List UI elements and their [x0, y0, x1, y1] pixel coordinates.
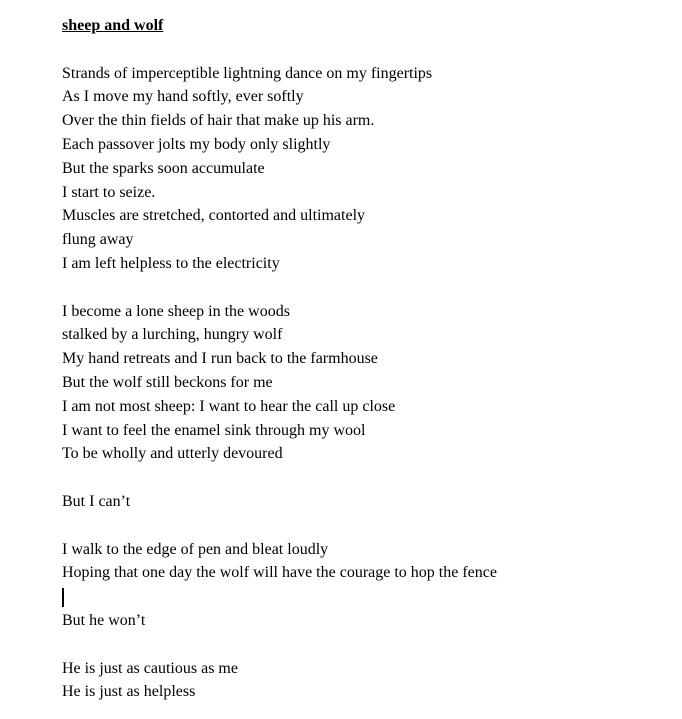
blank-line	[62, 514, 662, 538]
poem-line: He is just as cautious as me	[62, 659, 238, 677]
poem-line: But the wolf still beckons for me	[62, 373, 273, 391]
poem-line: I am left helpless to the electricity	[62, 254, 280, 272]
poem-line: To be wholly and utterly devoured	[62, 445, 283, 463]
blank-line	[62, 276, 662, 300]
poem-title: sheep and wolf	[62, 17, 164, 34]
poem-line: As I move my hand softly, ever softly	[62, 88, 304, 106]
poem-line: I am not most sheep: I want to hear the call up close	[62, 397, 396, 415]
poem-line: Over the thin fields of hair that make up his arm.	[62, 112, 375, 130]
blank-line	[62, 38, 662, 62]
poem-line: I become a lone sheep in the woods	[62, 302, 290, 320]
blank-line	[62, 633, 662, 657]
poem-line: stalked by a lurching, hungry wolf	[62, 326, 283, 344]
poem-line: But I can’t	[62, 492, 131, 510]
text-cursor	[62, 588, 64, 607]
poem-line: Muscles are stretched, contorted and ultimately	[62, 207, 366, 225]
poem-line: Hoping that one day the wolf will have the courage to hop the fence	[62, 564, 497, 582]
poem-line: I start to seize.	[62, 183, 156, 201]
document-page[interactable]	[62, 14, 662, 704]
poem-line: But the sparks soon accumulate	[62, 159, 265, 177]
poem-line: My hand retreats and I run back to the farmhouse	[62, 350, 378, 368]
text-cursor-line[interactable]	[62, 585, 662, 609]
poem-line: flung away	[62, 231, 134, 249]
poem-line: Each passover jolts my body only slightly	[62, 135, 331, 153]
poem-line: But he won’t	[62, 611, 146, 629]
blank-line	[62, 466, 662, 490]
poem-line: I want to feel the enamel sink through my wool	[62, 421, 366, 439]
poem-line: I walk to the edge of pen and bleat loudly	[62, 540, 329, 558]
poem-line: Strands of imperceptible lightning dance on my fingertips	[62, 64, 433, 82]
poem-line: He is just as helpless	[62, 683, 196, 701]
